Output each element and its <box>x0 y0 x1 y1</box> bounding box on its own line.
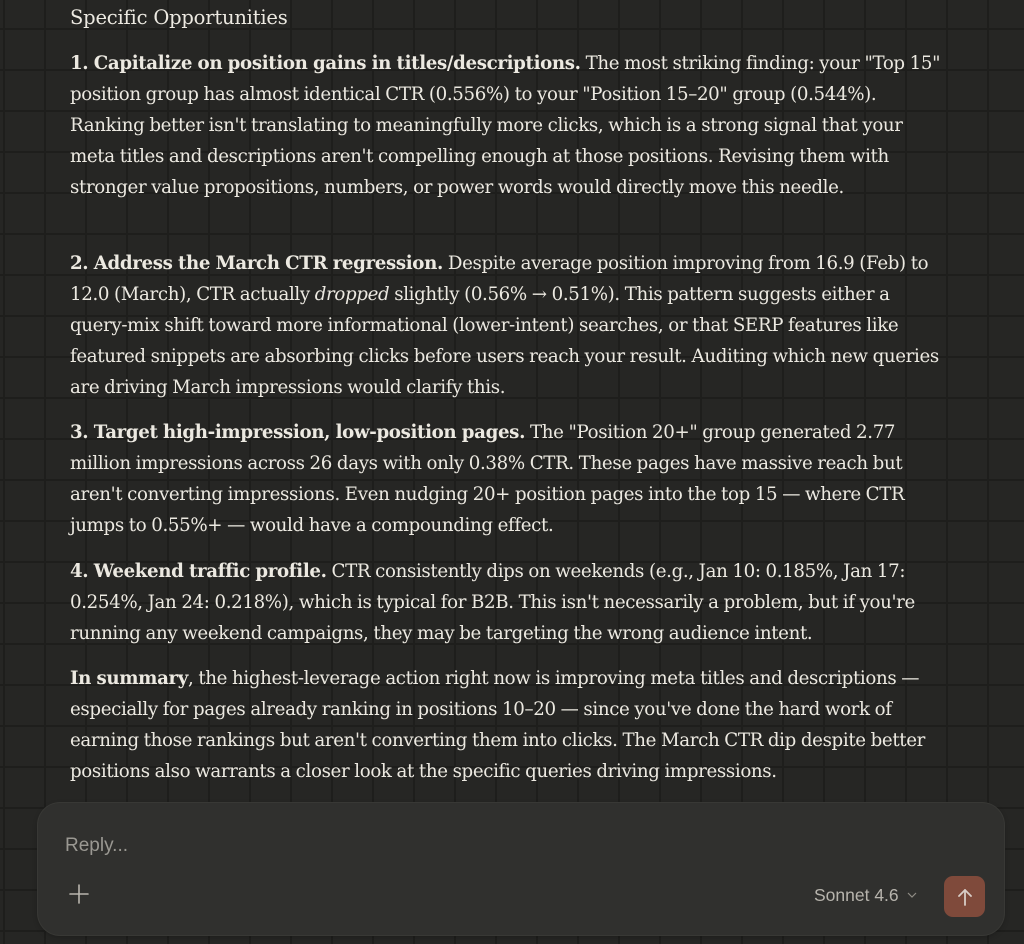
opportunity-1-body: The most striking finding: your "Top 15" position group has almost identical CTR (0.556%) to your "Position 15–20" group (0.544%). Ranking better isn't translating to meaningfully more clicks, which is a strong signal that your meta titles and descriptions aren't compelling enough at those positions. Revising them with stronger value propositions, numbers, or power words would directly move this needle. <box>70 53 941 198</box>
opportunity-2-body-end: slightly (0.56% → 0.51%). This pattern suggests either a query-mix shift toward more informational (lower-intent) searches, or that SERP features like featured snippets are absorbing clicks before users reach your result. Auditing which new queries are driving March impressions would clarify this. <box>70 284 939 398</box>
section-heading: Specific Opportunities <box>70 6 288 29</box>
opportunity-2-emphasis: dropped <box>314 284 390 305</box>
summary-lead: In summary <box>70 668 188 689</box>
opportunity-4-title: 4. Weekend traffic profile. <box>70 561 327 582</box>
opportunity-1 <box>70 48 950 203</box>
opportunity-3-title: 3. Target high-impression, low-position pages. <box>70 422 526 443</box>
add-attachment-button[interactable] <box>66 881 92 907</box>
chevron-down-icon <box>907 891 917 899</box>
arrow-up-icon <box>956 887 974 907</box>
opportunity-3-body: The "Position 20+" group generated 2.77 million impressions across 26 days with only 0.38% CTR. These pages have massive reach but aren't converting impressions. Even nudging 20+ position pages into the top 15 — where CTR jumps to 0.55%+ — would have a compounding effect. <box>70 422 905 536</box>
opportunity-2 <box>70 248 950 403</box>
opportunity-2-title: 2. Address the March CTR regression. <box>70 253 443 274</box>
model-label: Sonnet 4.6 <box>814 884 899 905</box>
send-button[interactable] <box>944 876 985 917</box>
reply-input[interactable] <box>65 831 945 861</box>
opportunity-4-body: CTR consistently dips on weekends (e.g., Jan 10: 0.185%, Jan 17: 0.254%, Jan 24: 0.218%), which is typical for B2B. This isn't necessarily a problem, but if you're running any weekend campaigns, they may be targeting the wrong audience intent. <box>70 561 915 644</box>
plus-icon <box>69 884 89 904</box>
opportunity-1-title: 1. Capitalize on position gains in titles/descriptions. <box>70 53 581 74</box>
opportunity-4 <box>70 556 950 649</box>
summary <box>70 663 950 787</box>
opportunity-2-body-start: Despite average position improving from 16.9 (Feb) to 12.0 (March), CTR actually <box>70 253 929 305</box>
reply-composer <box>38 803 1004 935</box>
summary-body: , the highest-leverage action right now is improving meta titles and descriptions — especially for pages already ranking in positions 10–20 — since you've done the hard work of earning those rankings but aren't converting them into clicks. The March CTR dip despite better positions also warrants a closer look at the specific queries driving impressions. <box>70 668 925 782</box>
model-selector[interactable] <box>814 883 917 907</box>
opportunity-3 <box>70 417 950 541</box>
